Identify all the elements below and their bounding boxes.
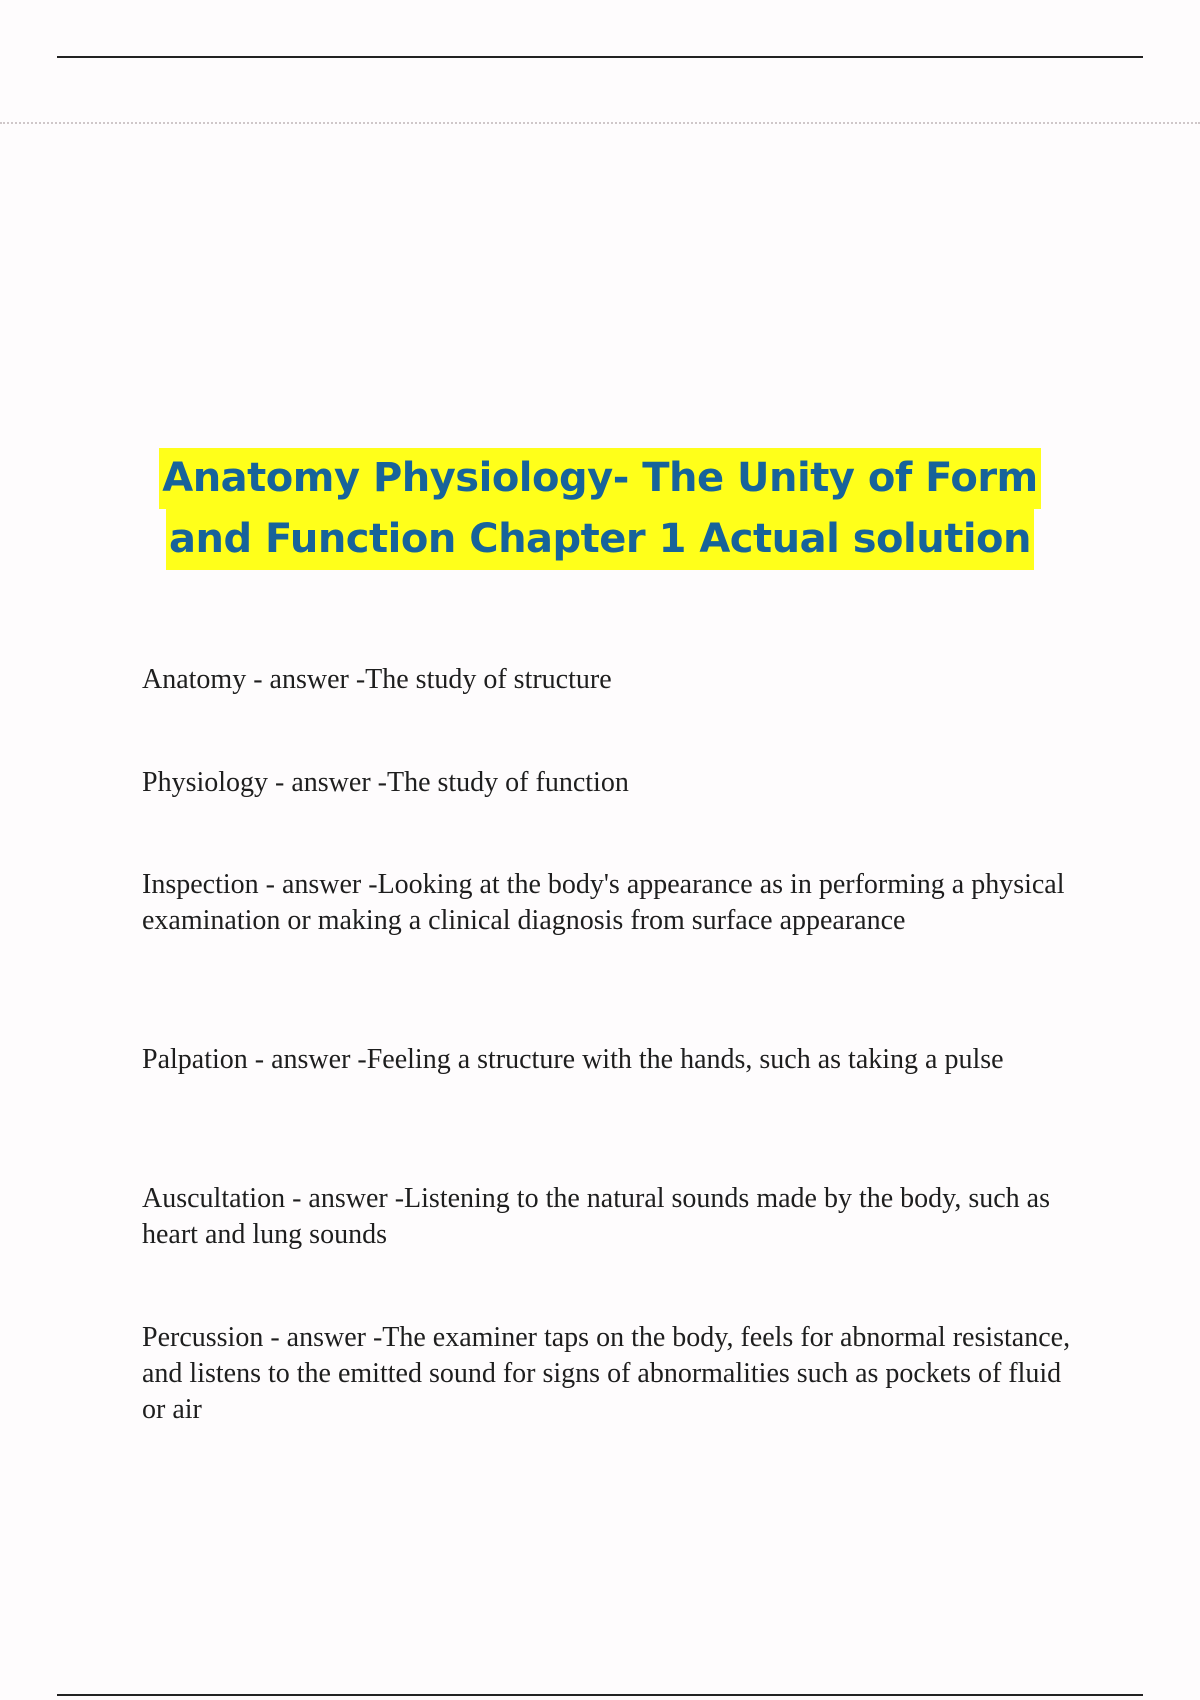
header-rule — [57, 56, 1143, 58]
entry-palpation: Palpation - answer -Feeling a structure with the hands, such as taking a pulse — [142, 1044, 1004, 1075]
entry-percussion: Percussion - answer -The examiner taps on the body, feels for abnormal resistance, and listens to the emitted sound for signs of abnormalities such as pockets of fluid or air — [142, 1322, 1071, 1425]
entry-physiology: Physiology - answer -The study of function — [142, 767, 629, 798]
title-line-1: Anatomy Physiology- The Unity of Form — [159, 448, 1041, 509]
entry-auscultation: Auscultation - answer -Listening to the natural sounds made by the body, such as heart and lung sounds — [142, 1183, 1050, 1250]
entry-inspection: Inspection - answer -Looking at the body's appearance as in performing a physical examination or making a clinical diagnosis from surface appearance — [142, 869, 1065, 936]
entry-anatomy: Anatomy - answer -The study of structure — [142, 664, 612, 695]
footer-rule — [57, 1694, 1143, 1696]
title-line-2: and Function Chapter 1 Actual solution — [166, 509, 1034, 570]
document-title — [120, 448, 1080, 570]
header-dotted-rule — [0, 122, 1200, 124]
